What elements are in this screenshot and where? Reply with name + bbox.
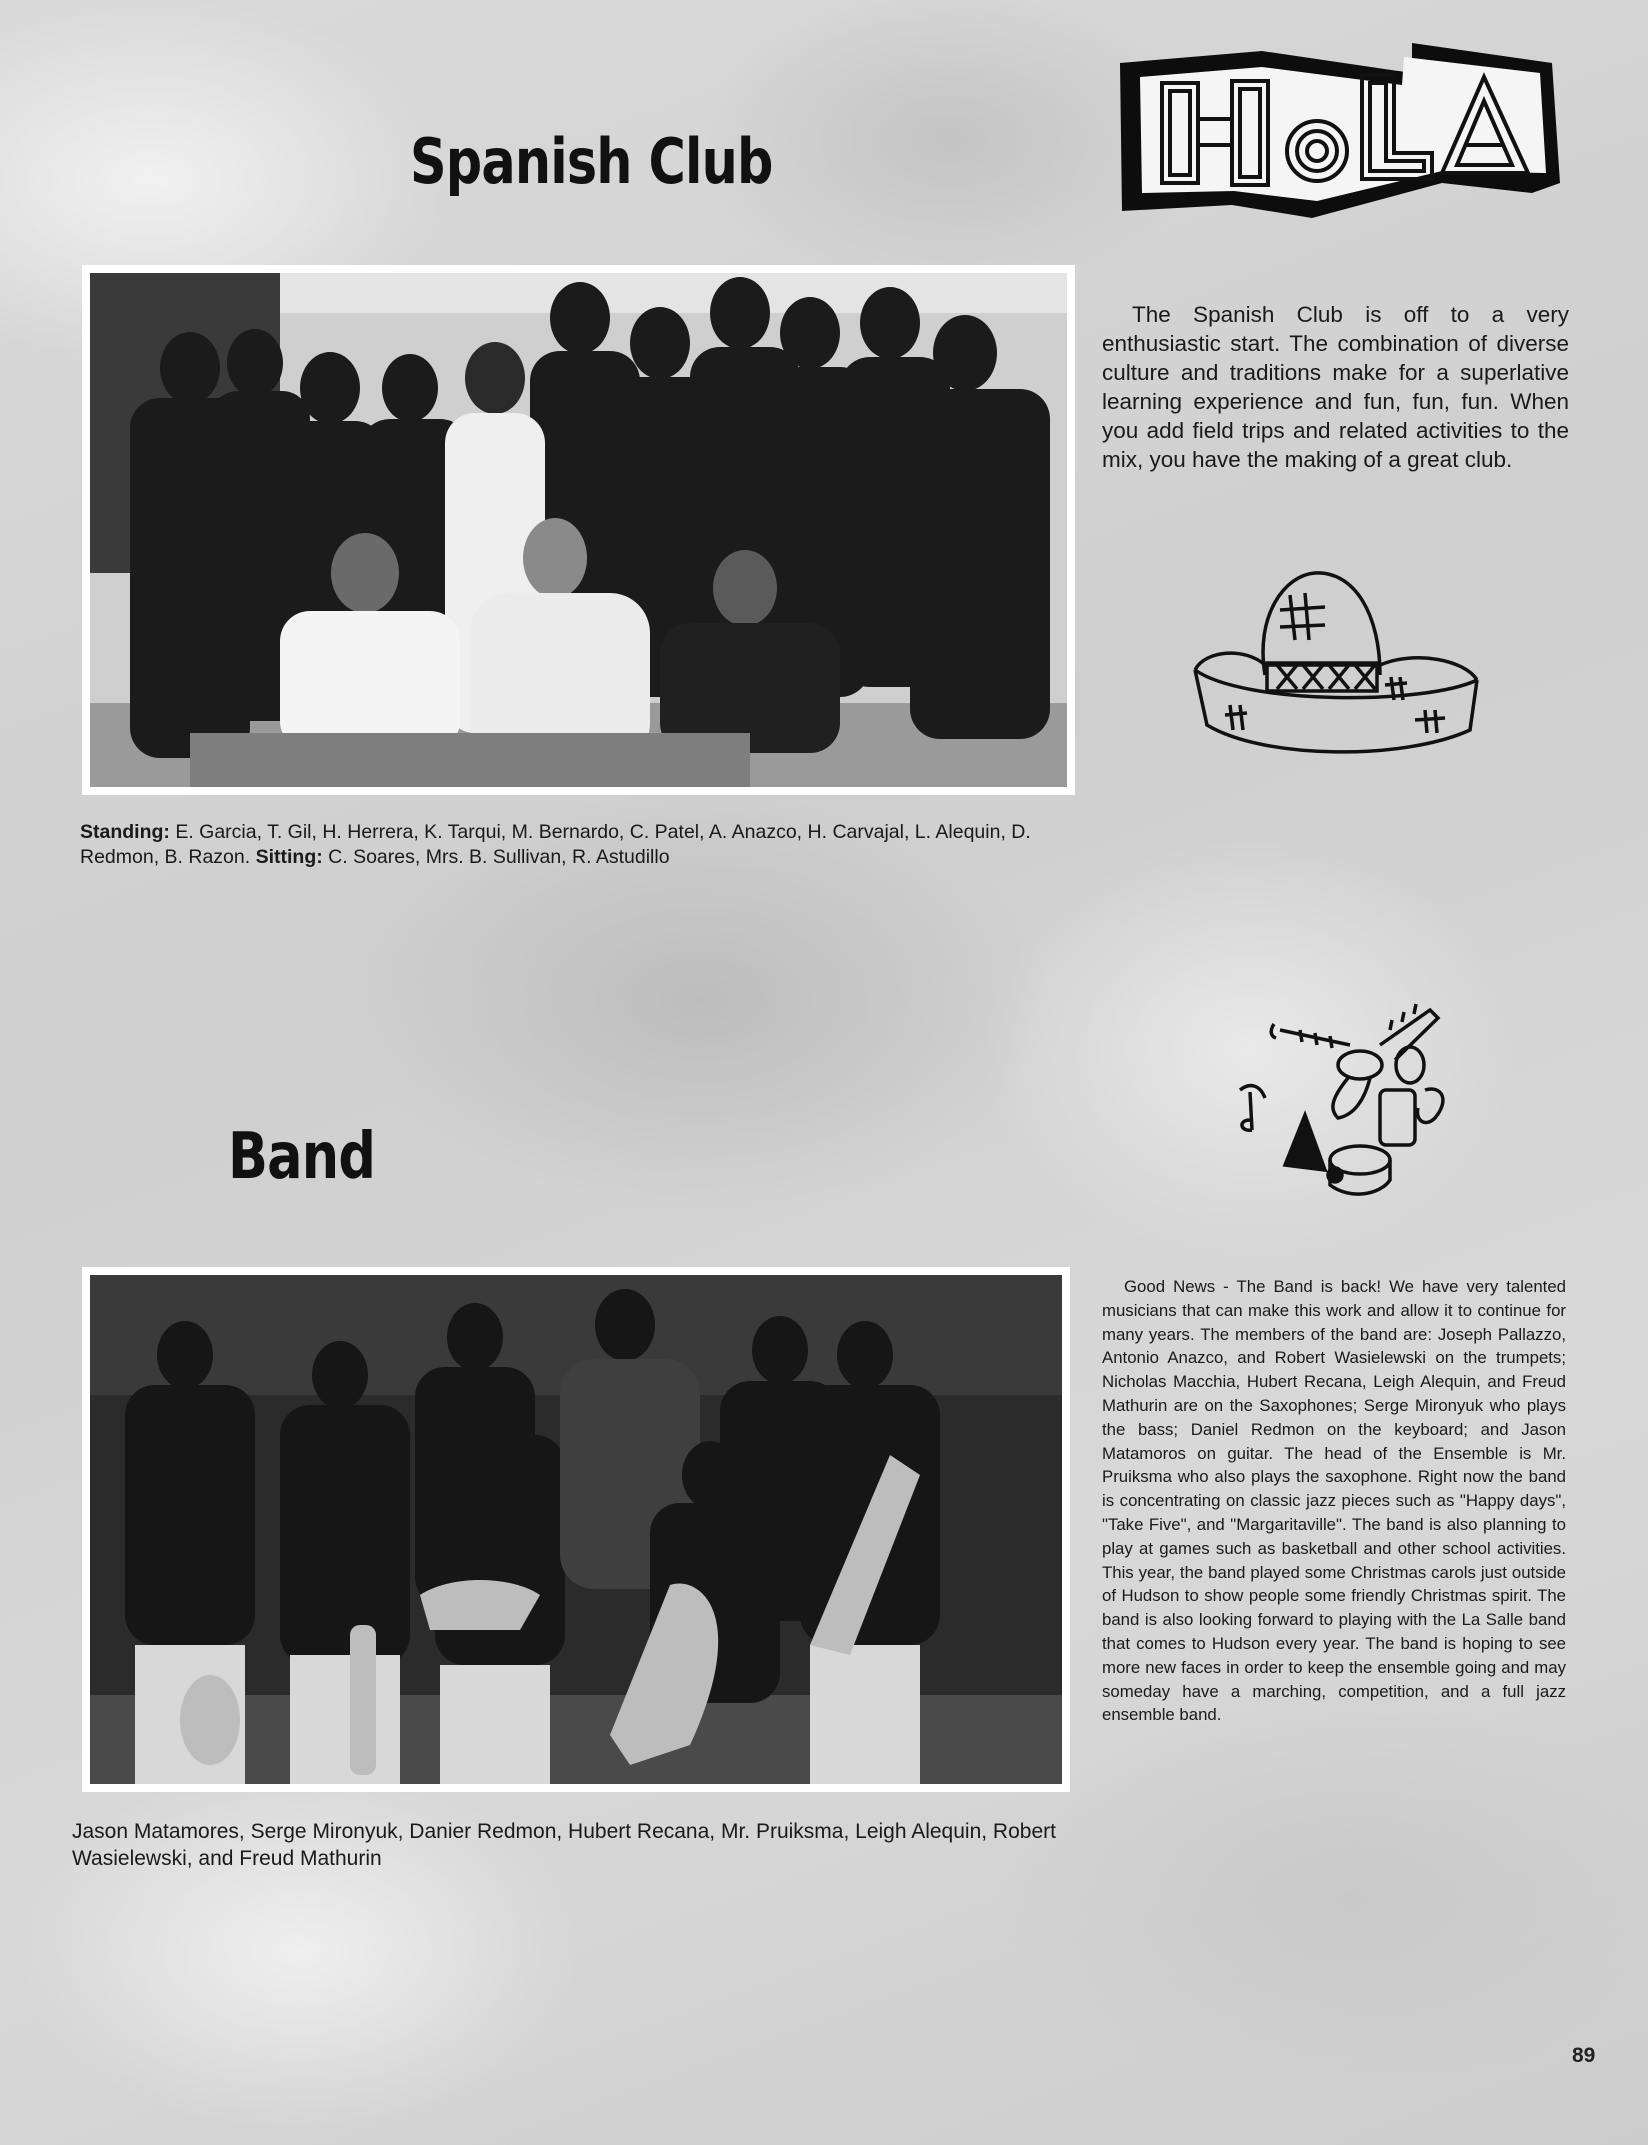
band-caption: Jason Matamores, Serge Mironyuk, Danier Redmon, Hubert Recana, Mr. Pruiksma, Leigh Alequin, Robert Wasielewski, and Freud Mathurin (72, 1820, 1056, 1870)
sombrero-icon (1185, 555, 1485, 780)
page-number: 89 (1572, 2044, 1596, 2067)
standing-label: Standing: (80, 821, 170, 843)
spanish-club-description: The Spanish Club is off to a very enthusiastic start. The combination of diverse culture and traditions make for a superlative learning experience and fun, fun, fun. When you add field trips and related activities to the mix, you have the making of a great club. (1102, 302, 1569, 472)
instruments-icon (1230, 990, 1460, 1200)
band-description: Good News - The Band is back! We have very talented musicians that can make this work and allow it to continue for many years. The members of the band are: Joseph Pallazzo, Antonio Anazco, and Robert Wasielewski on the trumpets; Nicholas Macchia, Hubert Recana, Leigh Alequin, and Freud Mathurin are on the Saxophones; Serge Mironyuk who plays the bass; Daniel Redmon on the keyboard; and Jason Matamoros on guitar. The head of the Ensemble is Mr. Pruiksma who also plays the saxophone. Right now the band is concentrating on classic jazz pieces such as "Happy days", "Take Five", and "Margaritaville". The band is also planning to play at games such as basketball and other school activities. This year, the band played some Christmas carols just outside of Hudson to show people some friendly Christmas spirit. The band is also looking forward to playing with the La Salle band that comes to Hudson every year. The band is hoping to see more new faces in order to keep the ensemble going and may someday have a marching, competition, and a full jazz ensemble band. (1102, 1277, 1566, 1725)
spanish-club-photo (82, 265, 1075, 795)
sitting-names: C. Soares, Mrs. B. Sullivan, R. Astudillo (322, 846, 670, 868)
spanish-club-caption (80, 820, 1080, 870)
spanish-club-title: Spanish Club (410, 125, 773, 198)
sitting-label: Sitting: (255, 846, 323, 868)
band-photo (82, 1267, 1070, 1792)
hola-logo-icon (1112, 33, 1564, 228)
band-title: Band (228, 1120, 376, 1194)
standing-names: E. Garcia, T. Gil, H. Herrera, K. Tarqui, M. Bernardo, C. Patel, A. Anazco, H. Carvajal, L. Alequin, D. Redmon, B. Razon. (80, 821, 1031, 868)
